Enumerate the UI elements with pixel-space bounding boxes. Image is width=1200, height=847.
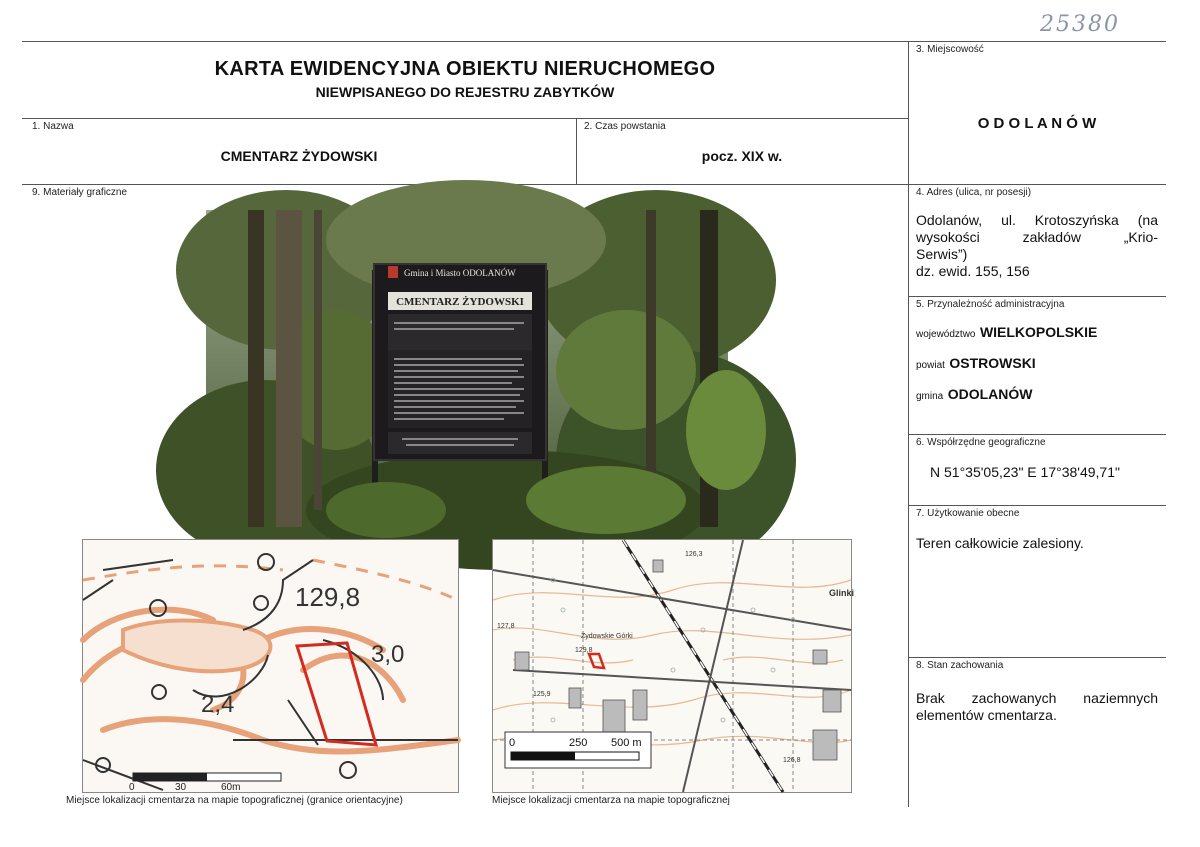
right-column-divider — [908, 41, 909, 807]
gmina-value: ODOLANÓW — [947, 386, 1033, 402]
adres-line-1: Odolanów, ul. Krotoszyńska (na — [916, 212, 1158, 228]
spot-height-129-8: 129,8 — [295, 582, 361, 612]
cemetery-photo — [206, 210, 728, 527]
cemetery-location-outline — [589, 654, 604, 668]
field-uzytkowanie-value: Teren całkowicie zalesiony. — [916, 535, 1084, 551]
field-miejscowosc-label: 3. Miejscowość — [916, 44, 984, 55]
field-stan-value — [916, 690, 1158, 724]
field-nazwa-value: CMENTARZ ŻYDOWSKI — [220, 148, 378, 164]
document-subtitle: NIEWPISANEGO DO REJESTRU ZABYTKÓW — [315, 84, 615, 100]
map-left-caption: Miejsce lokalizacji cmentarza na mapie topograficznej (granice orientacyjne) — [66, 795, 403, 806]
scale-label-500m: 500 m — [611, 737, 642, 749]
scale-label-30: 30 — [175, 782, 187, 793]
powiat-value: OSTROWSKI — [949, 355, 1036, 371]
board-header-text: Gmina i Miasto ODOLANÓW — [404, 268, 516, 278]
field-adres-label: 4. Adres (ulica, nr posesji) — [916, 187, 1032, 198]
spot-height-2-4: 2,4 — [201, 691, 235, 718]
stan-line-2: elementów cmentarza. — [916, 707, 1057, 723]
board-title-text: CMENTARZ ŻYDOWSKI — [396, 296, 524, 308]
section-8-top-line — [908, 657, 1166, 658]
powiat-label: powiat — [916, 360, 945, 371]
document-title: KARTA EWIDENCYJNA OBIEKTU NIERUCHOMEGO — [214, 58, 716, 80]
topographic-map-overview — [492, 539, 855, 793]
powiat-row — [916, 355, 1036, 373]
map-label-125-9: 125,9 — [533, 691, 551, 698]
field-materialy-label: 9. Materiały graficzne — [32, 187, 128, 198]
wojewodztwo-label: województwo — [916, 329, 976, 340]
gmina-row — [916, 386, 1032, 404]
section-7-top-line — [908, 505, 1166, 506]
wojewodztwo-value: WIELKOPOLSKIE — [979, 324, 1098, 340]
field-czas-label: 2. Czas powstania — [584, 121, 666, 132]
field-miejscowosc-value: O D O L A N Ó W — [977, 115, 1097, 132]
field-przynaleznosc-label: 5. Przynależność administracyjna — [916, 299, 1065, 310]
scale-label-60m: 60m — [221, 782, 241, 793]
adres-line-3: Serwis”) — [916, 246, 968, 262]
map-detail-graphic — [83, 540, 458, 792]
map-label-glinki: Glinki — [829, 588, 855, 598]
gmina-label: gmina — [916, 391, 944, 402]
map-label-zydowskie-gorki: Żydowskie Górki — [581, 633, 633, 640]
map-label-127-8: 127,8 — [497, 623, 515, 630]
field-stan-label: 8. Stan zachowania — [916, 660, 1004, 671]
section-6-top-line — [908, 434, 1166, 435]
field-nazwa-label: 1. Nazwa — [32, 121, 74, 132]
adres-line-4: dz. ewid. 155, 156 — [916, 263, 1030, 279]
map-label-126-8: 126,8 — [783, 757, 801, 764]
field-adres-value — [916, 212, 1158, 280]
scale-label-0: 0 — [129, 782, 135, 793]
section-5-top-line — [908, 296, 1166, 297]
wojewodztwo-row — [916, 324, 1097, 342]
field-wspolrzedne-value: N 51°35'05,23" E 17°38'49,71" — [930, 464, 1120, 480]
map-overview-graphic — [493, 540, 855, 792]
map-label-126-3: 126,3 — [685, 551, 703, 558]
stan-line-1: Brak zachowanych naziemnych — [916, 690, 1158, 706]
forest-scene-illustration — [206, 210, 728, 527]
topographic-map-detail — [82, 539, 459, 793]
section-4-top-line — [908, 184, 1166, 185]
field-uzytkowanie-label: 7. Użytkowanie obecne — [916, 508, 1020, 519]
spot-height-3-0: 3,0 — [371, 641, 405, 668]
top-border — [22, 41, 1166, 42]
header-bottom-line — [22, 118, 908, 119]
handwritten-doc-number: 25380 — [1040, 12, 1120, 37]
field-czas-value: pocz. XIX w. — [701, 148, 783, 164]
adres-line-2: wysokości zakładów „Krio- — [916, 229, 1158, 245]
scale-label-0: 0 — [509, 737, 516, 749]
field-wspolrzedne-label: 6. Współrzędne geograficzne — [916, 437, 1046, 448]
scale-label-250: 250 — [569, 737, 588, 749]
map-label-129-8: 129,8 — [575, 647, 593, 654]
map-right-caption: Miejsce lokalizacji cmentarza na mapie topograficznej — [492, 795, 730, 806]
